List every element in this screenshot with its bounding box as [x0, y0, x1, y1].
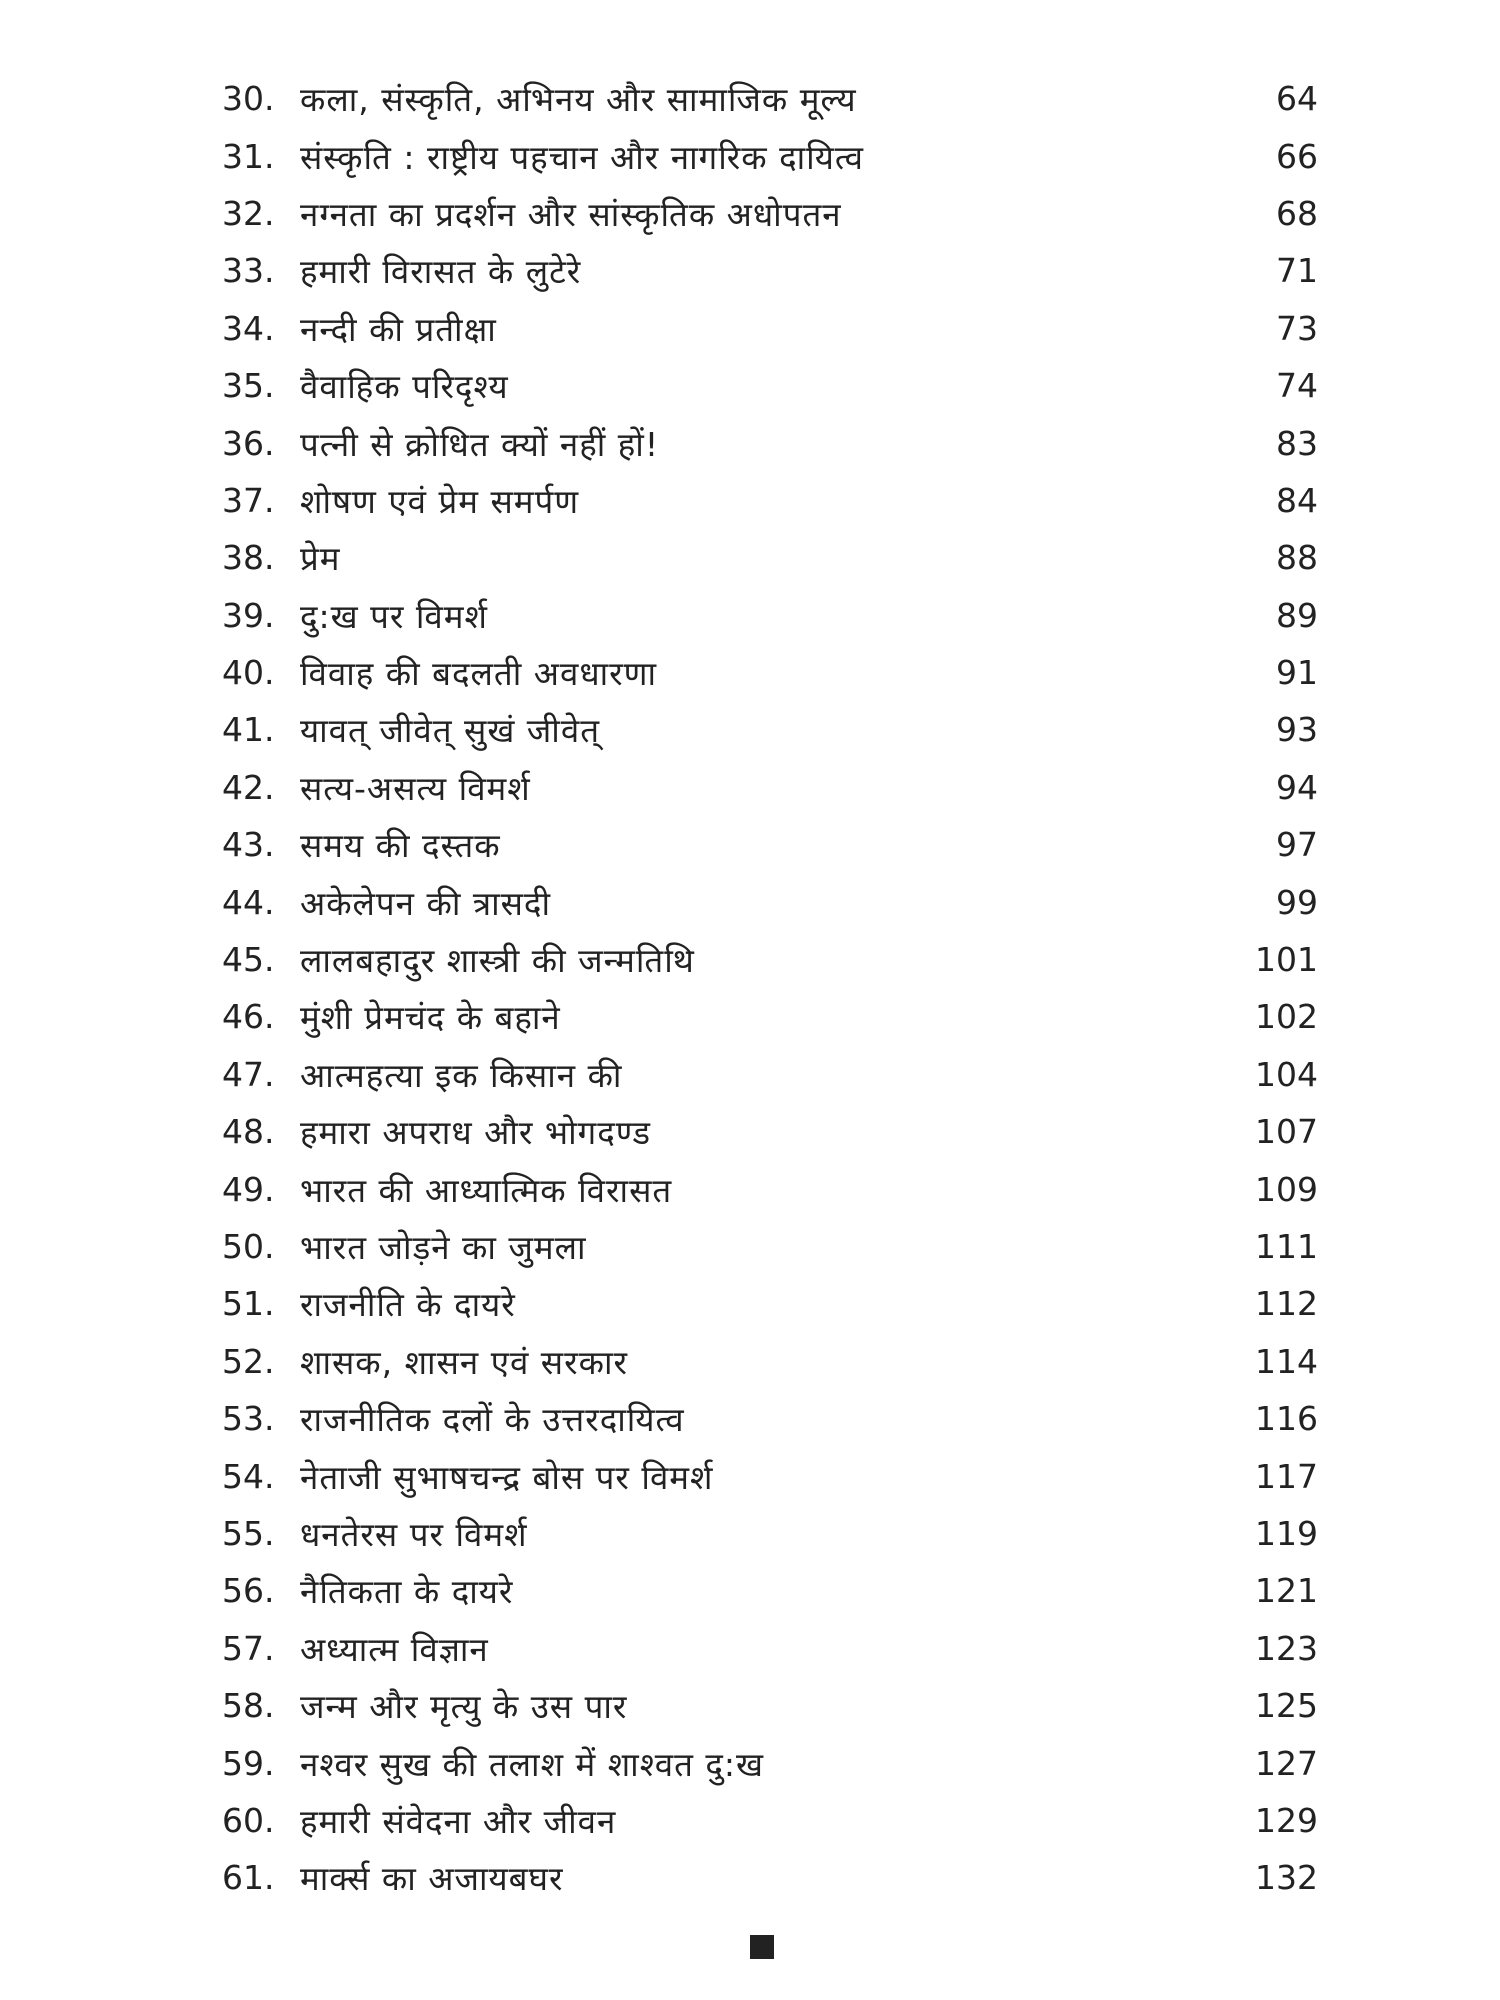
toc-entry [222, 644, 1318, 701]
entry-title: जन्म और मृत्यु के उस पार [300, 1687, 628, 1727]
entry-page-number: 112 [1255, 1284, 1318, 1324]
entry-title: हमारी विरासत के लुटेरे [300, 252, 582, 292]
entry-title: धनतेरस पर विमर्श [300, 1514, 528, 1554]
entry-number: 47. [222, 1054, 275, 1094]
toc-entry [222, 357, 1318, 414]
entry-title: नेताजी सुभाषचन्द्र बोस पर विमर्श [300, 1457, 714, 1497]
entry-title: वैवाहिक परिदृश्य [300, 367, 509, 407]
entry-title: लालबहादुर शास्त्री की जन्मतिथि [300, 941, 695, 981]
entry-page-number: 114 [1255, 1341, 1318, 1381]
entry-page-number: 125 [1255, 1686, 1318, 1726]
entry-number: 37. [222, 480, 275, 520]
entry-page-number: 132 [1255, 1858, 1318, 1898]
entry-number: 57. [222, 1628, 275, 1668]
entry-title: पत्नी से क्रोधित क्यों नहीं हों! [300, 424, 660, 464]
toc-entry [222, 1562, 1318, 1619]
toc-entry [222, 127, 1318, 184]
entry-title: प्रेम [300, 539, 341, 579]
toc-entry [222, 1734, 1318, 1791]
entry-page-number: 89 [1276, 595, 1318, 635]
toc-entry [222, 1620, 1318, 1677]
entry-page-number: 107 [1255, 1112, 1318, 1152]
entry-number: 44. [222, 882, 275, 922]
entry-page-number: 104 [1255, 1054, 1318, 1094]
toc-entry [222, 1103, 1318, 1160]
entry-page-number: 111 [1255, 1227, 1318, 1266]
toc-entry [222, 1333, 1318, 1390]
entry-number: 40. [222, 653, 275, 693]
entry-page-number: 88 [1276, 538, 1318, 578]
entry-title: नन्दी की प्रतीक्षा [300, 309, 497, 349]
toc-entry [222, 414, 1318, 471]
entry-number: 36. [222, 423, 275, 463]
entry-page-number: 97 [1276, 825, 1318, 865]
entry-title: कला, संस्कृति, अभिनय और सामाजिक मूल्य [300, 80, 857, 120]
entry-number: 31. [222, 136, 275, 176]
entry-title: विवाह की बदलती अवधारणा [300, 654, 658, 694]
toc-entry [222, 185, 1318, 242]
entry-page-number: 66 [1276, 136, 1318, 176]
entry-page-number: 102 [1255, 997, 1318, 1037]
entry-title: भारत जोड़ने का जुमला [300, 1228, 587, 1267]
entry-number: 33. [222, 251, 275, 291]
entry-page-number: 119 [1255, 1513, 1318, 1553]
toc-entry [222, 1160, 1318, 1217]
entry-number: 41. [222, 710, 275, 750]
toc-entry [222, 1447, 1318, 1504]
entry-page-number: 117 [1255, 1456, 1318, 1496]
entry-page-number: 99 [1276, 882, 1318, 922]
toc-entry [222, 1677, 1318, 1734]
toc-entry [222, 816, 1318, 873]
entry-page-number: 73 [1276, 308, 1318, 348]
entry-title: मुंशी प्रेमचंद के बहाने [300, 998, 561, 1038]
entry-page-number: 68 [1276, 193, 1318, 233]
toc-entry [222, 759, 1318, 816]
entry-number: 48. [222, 1112, 275, 1152]
entry-number: 42. [222, 767, 275, 807]
entry-page-number: 109 [1255, 1169, 1318, 1209]
entry-page-number: 101 [1255, 940, 1318, 980]
entry-page-number: 71 [1276, 251, 1318, 291]
entry-number: 32. [222, 193, 275, 233]
entry-page-number: 129 [1255, 1800, 1318, 1840]
toc-entry [222, 873, 1318, 930]
entry-page-number: 64 [1276, 79, 1318, 119]
entry-number: 53. [222, 1399, 275, 1439]
entry-number: 30. [222, 79, 275, 119]
entry-number: 56. [222, 1571, 275, 1611]
entry-number: 58. [222, 1686, 275, 1726]
toc-entry [222, 701, 1318, 758]
entry-number: 34. [222, 308, 275, 348]
entry-number: 38. [222, 538, 275, 578]
toc-entry [222, 472, 1318, 529]
toc-entry [222, 1390, 1318, 1447]
entry-title: अध्यात्म विज्ञान [300, 1629, 489, 1669]
entry-number: 55. [222, 1513, 275, 1553]
toc-entry [222, 300, 1318, 357]
entry-title: नैतिकता के दायरे [300, 1572, 514, 1612]
entry-number: 52. [222, 1341, 275, 1381]
entry-number: 54. [222, 1456, 275, 1496]
entry-title: संस्कृति : राष्ट्रीय पहचान और नागरिक दायित्व [300, 137, 864, 177]
entry-title: मार्क्स का अजायबघर [300, 1859, 564, 1899]
entry-page-number: 121 [1255, 1571, 1318, 1611]
toc-entry [222, 1849, 1318, 1906]
table-of-contents [222, 70, 1318, 1907]
toc-entry [222, 587, 1318, 644]
entry-number: 49. [222, 1169, 275, 1209]
toc-entry [222, 1046, 1318, 1103]
entry-title: नश्वर सुख की तलाश में शाश्वत दु:ख [300, 1744, 765, 1784]
toc-entry [222, 1792, 1318, 1849]
entry-number: 51. [222, 1284, 275, 1324]
toc-entry [222, 529, 1318, 586]
entry-page-number: 93 [1276, 710, 1318, 750]
entry-number: 35. [222, 366, 275, 406]
entry-page-number: 91 [1276, 653, 1318, 693]
entry-page-number: 116 [1255, 1399, 1318, 1439]
entry-title: हमारा अपराध और भोगदण्ड [300, 1113, 652, 1153]
entry-number: 46. [222, 997, 275, 1037]
entry-title: समय की दस्तक [300, 826, 501, 866]
entry-page-number: 127 [1255, 1743, 1318, 1783]
entry-title: आत्महत्या इक किसान की [300, 1055, 623, 1095]
entry-title: अकेलेपन की त्रासदी [300, 883, 552, 923]
entry-page-number: 74 [1276, 366, 1318, 406]
entry-title: हमारी संवेदना और जीवन [300, 1801, 617, 1841]
toc-entry [222, 1275, 1318, 1332]
entry-title: दु:ख पर विमर्श [300, 596, 488, 636]
entry-title: राजनीतिक दलों के उत्तरदायित्व [300, 1400, 685, 1440]
entry-page-number: 83 [1276, 423, 1318, 463]
entry-number: 43. [222, 825, 275, 865]
entry-number: 59. [222, 1743, 275, 1783]
entry-title: नग्नता का प्रदर्शन और सांस्कृतिक अधोपतन [300, 194, 842, 234]
toc-entry [222, 988, 1318, 1045]
toc-entry [222, 1218, 1318, 1275]
entry-number: 61. [222, 1858, 275, 1898]
entry-title: शासक, शासन एवं सरकार [300, 1342, 628, 1382]
entry-page-number: 123 [1255, 1628, 1318, 1668]
entry-title: भारत की आध्यात्मिक विरासत [300, 1170, 673, 1210]
entry-number: 45. [222, 940, 275, 980]
end-square-mark [750, 1935, 774, 1959]
entry-number: 50. [222, 1227, 275, 1266]
entry-number: 39. [222, 595, 275, 635]
toc-entry [222, 1505, 1318, 1562]
entry-number: 60. [222, 1800, 275, 1840]
toc-entry [222, 70, 1318, 127]
entry-page-number: 84 [1276, 480, 1318, 520]
entry-page-number: 94 [1276, 767, 1318, 807]
toc-entry [222, 242, 1318, 299]
entry-title: शोषण एवं प्रेम समर्पण [300, 481, 580, 521]
entry-title: सत्य-असत्य विमर्श [300, 768, 531, 808]
entry-title: राजनीति के दायरे [300, 1285, 516, 1325]
toc-entry [222, 931, 1318, 988]
entry-title: यावत् जीवेत् सुखं जीवेत् [300, 711, 600, 751]
